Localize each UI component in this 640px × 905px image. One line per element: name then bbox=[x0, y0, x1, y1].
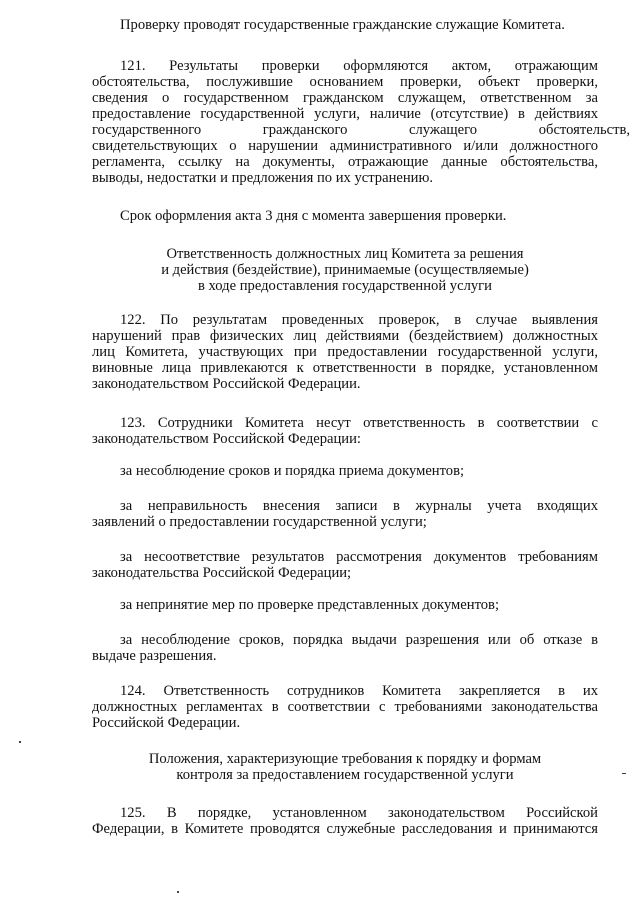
paragraph-line: за несоответствие результатов рассмотрения документов требованиям bbox=[120, 549, 598, 565]
scan-speck bbox=[19, 741, 21, 743]
paragraph-line: 123. Сотрудники Комитета несут ответственность в соответствии с bbox=[120, 415, 598, 431]
paragraph-line: 121. Результаты проверки оформляются актом, отражающим bbox=[120, 58, 598, 74]
paragraph-line: государственного гражданского служащего обстоятельств, bbox=[92, 122, 631, 138]
paragraph-line: должностных регламентах в соответствии с требованиями законодательства bbox=[92, 699, 598, 715]
paragraph-line: выводы, недостатки и предложения по их устранению. bbox=[92, 170, 434, 186]
paragraph-line: обстоятельства, послужившие основанием проверки, объект проверки, bbox=[92, 74, 598, 90]
paragraph-line: 122. По результатам проведенных проверок, в случае выявления bbox=[120, 312, 598, 328]
paragraph-line: законодательством Российской Федерации. bbox=[92, 376, 361, 392]
heading-line: в ходе предоставления государственной услуги bbox=[198, 278, 492, 294]
scan-speck bbox=[622, 773, 626, 774]
heading-line: Положения, характеризующие требования к порядку и формам bbox=[148, 751, 542, 767]
paragraph-line: законодательством Российской Федерации: bbox=[92, 431, 361, 447]
paragraph-line: нарушений прав физических лиц действиями (бездействием) должностных bbox=[92, 328, 598, 344]
paragraph-line: Российской Федерации. bbox=[92, 715, 241, 731]
paragraph-line: выдаче разрешения. bbox=[92, 648, 217, 664]
paragraph-line: регламента, ссылку на документы, отражающие данные обстоятельства, bbox=[92, 154, 598, 170]
paragraph-line: за неправильность внесения записи в журналы учета входящих bbox=[120, 498, 598, 514]
paragraph-line: за несоблюдение сроков, порядка выдачи разрешения или об отказе в bbox=[120, 632, 598, 648]
paragraph-line: сведения о государственном гражданском служащем, ответственном за bbox=[92, 90, 598, 106]
paragraph-line: 125. В порядке, установленном законодательством Российской bbox=[120, 805, 598, 821]
paragraph-line: свидетельствующих о нарушении административного и/или должностного bbox=[92, 138, 598, 154]
paragraph-line: лиц Комитета, участвующих при предоставлении государственной услуги, bbox=[92, 344, 598, 360]
paragraph-line: законодательства Российской Федерации; bbox=[92, 565, 352, 581]
scan-speck bbox=[177, 891, 179, 893]
paragraph-line: заявлений о предоставлении государственной услуги; bbox=[92, 514, 427, 530]
paragraph-line: предоставление государственной услуги, наличие (отсутствие) в действиях bbox=[92, 106, 598, 122]
paragraph-line: Федерации, в Комитете проводятся служебные расследования и принимаются bbox=[92, 821, 598, 837]
heading-line: и действия (бездействие), принимаемые (осуществляемые) bbox=[161, 262, 529, 278]
paragraph-srok: Срок оформления акта 3 дня с момента завершения проверки. bbox=[120, 208, 507, 224]
list-item: за несоблюдение сроков и порядка приема документов; bbox=[120, 463, 465, 479]
paragraph-line: виновные лица привлекаются к ответственности в порядке, установленном bbox=[92, 360, 598, 376]
paragraph-intro: Проверку проводят государственные гражданские служащие Комитета. bbox=[120, 17, 565, 33]
paragraph-line: 124. Ответственность сотрудников Комитета закрепляется в их bbox=[120, 683, 598, 699]
list-item: за непринятие мер по проверке представленных документов; bbox=[120, 597, 499, 613]
heading-line: контроля за предоставлением государственной услуги bbox=[176, 767, 514, 783]
heading-line: Ответственность должностных лиц Комитета за решения bbox=[166, 246, 524, 262]
